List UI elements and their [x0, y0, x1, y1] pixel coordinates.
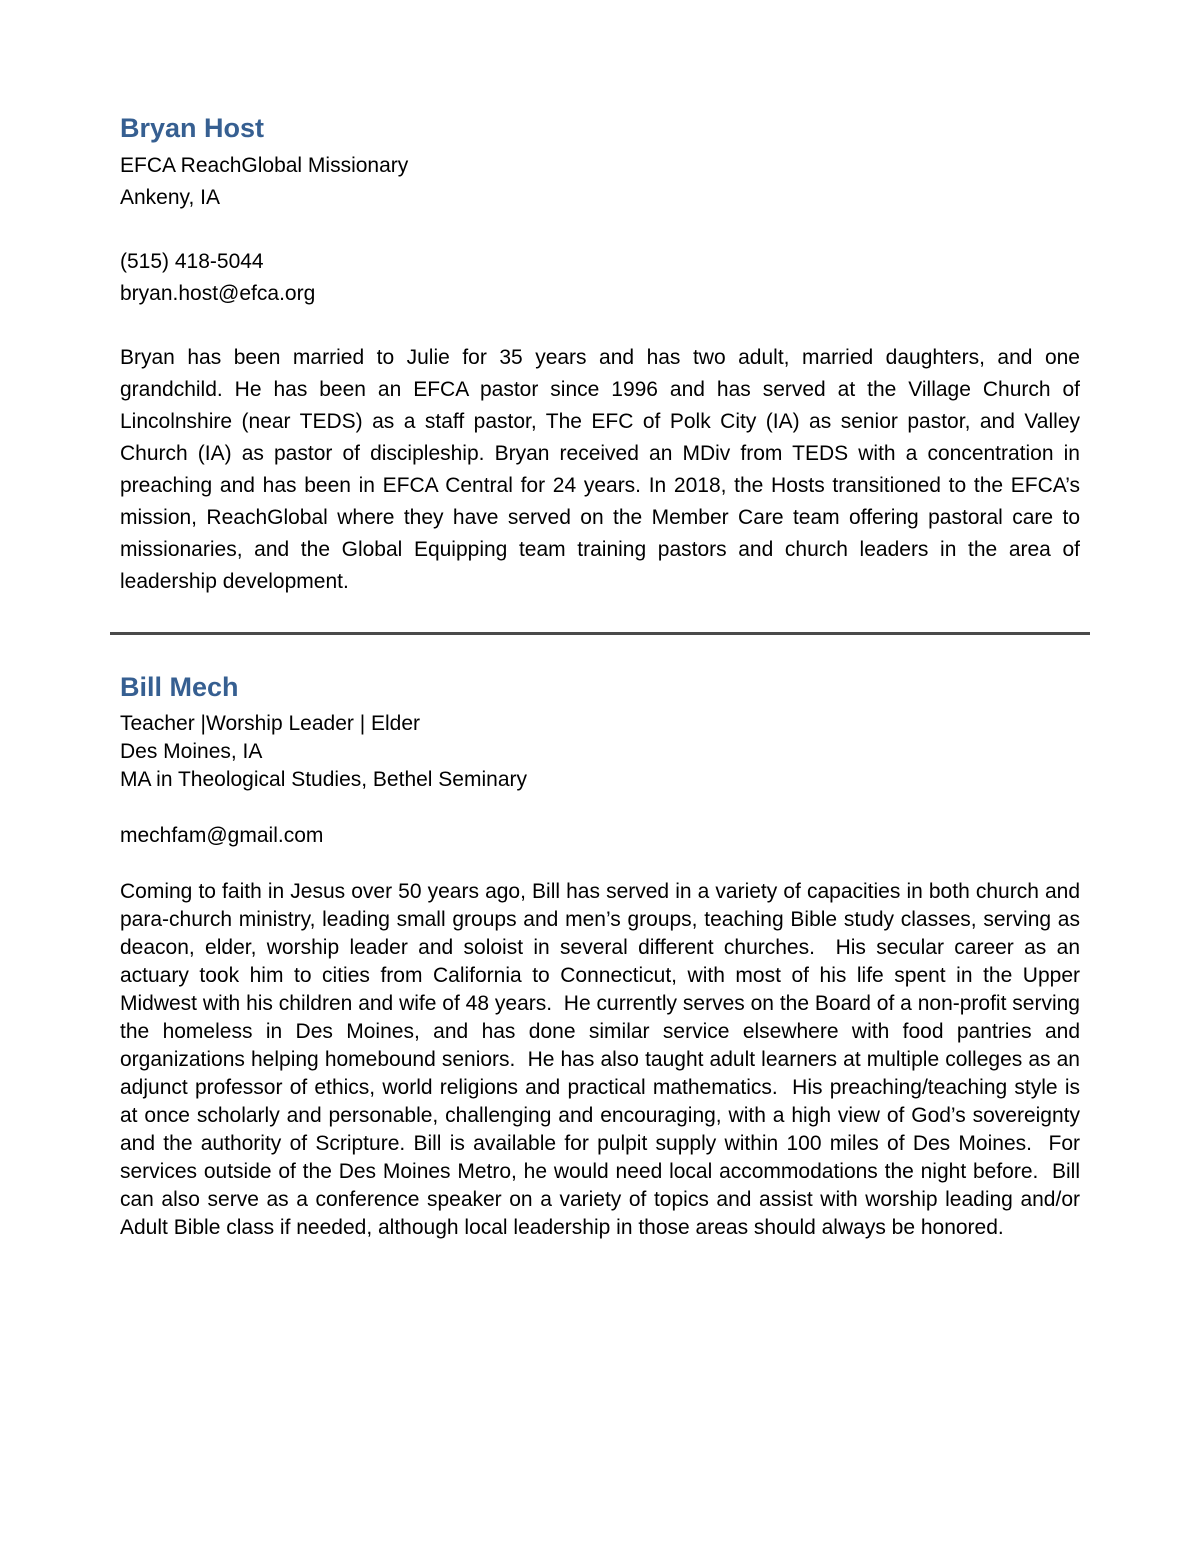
profile-detail-line: Teacher |Worship Leader | Elder: [120, 711, 421, 735]
profile-name: Bryan Host: [120, 113, 265, 143]
profile-contacts: [120, 822, 1080, 850]
profile-detail-line: MA in Theological Studies, Bethel Seminary: [120, 767, 527, 791]
contact-email: bryan.host@efca.org: [120, 282, 316, 306]
profile-detail-line: EFCA ReachGlobal Missionary: [120, 154, 409, 178]
profile-name: Bill Mech: [120, 672, 239, 703]
profile-details: [120, 150, 1080, 214]
profile-section-bill-mech: [120, 671, 1086, 1241]
profile-bio: Bryan has been married to Julie for 35 years and has two adult, married daughters, and one grandchild. He has been an EFCA pastor since 1996 and has served at the Village Church of Lincolnshire (near TEDS) as a staff pastor, The EFC of Polk City (IA) as senior pastor, and Valley Church (IA) as pastor of discipleship. Bryan received an MDiv from TEDS with a concentration in preaching and has been in EFCA Central for 24 years. In 2018, the Hosts transitioned to the EFCA’s mission, ReachGlobal where they have served on the Member Care team offering pastoral care to missionaries, and the Global Equipping team training pastors and church leaders in the area of leadership development.: [120, 346, 1086, 594]
section-divider: [110, 632, 1090, 635]
profile-detail-line: Ankeny, IA: [120, 186, 220, 210]
profile-detail-line: Des Moines, IA: [120, 739, 263, 763]
profile-bio: Coming to faith in Jesus over 50 years ago, Bill has served in a variety of capacities in both church and para-church ministry, leading small groups and men’s groups, teaching Bible study classes, serving as deacon, elder, worship leader and soloist in several different churches. His secular career as an actuary took him to cities from California to Connecticut, with most of his life spent in the Upper Midwest with his children and wife of 48 years. He currently serves on the Board of a non-profit serving the homeless in Des Moines, and has done similar service elsewhere with food pantries and organizations helping homebound seniors. He has also taught adult learners at multiple colleges as an adjunct professor of ethics, world religions and practical mathematics. His preaching/teaching style is at once scholarly and personable, challenging and encouraging, with a high view of God’s sovereignty and the authority of Scripture. Bill is available for pulpit supply within 100 miles of Des Moines. For services outside of the Des Moines Metro, he would need local accommodations the night before. Bill can also serve as a conference speaker on a variety of topics and assist with worship leading and/or Adult Bible class if needed, although local leadership in those areas should always be honored.: [120, 879, 1086, 1239]
profile-section-bryan-host: [120, 112, 1086, 598]
contact-email: mechfam@gmail.com: [120, 823, 324, 847]
profile-details: [120, 710, 1080, 794]
profile-contacts: [120, 246, 1080, 310]
contact-phone: (515) 418-5044: [120, 250, 264, 274]
